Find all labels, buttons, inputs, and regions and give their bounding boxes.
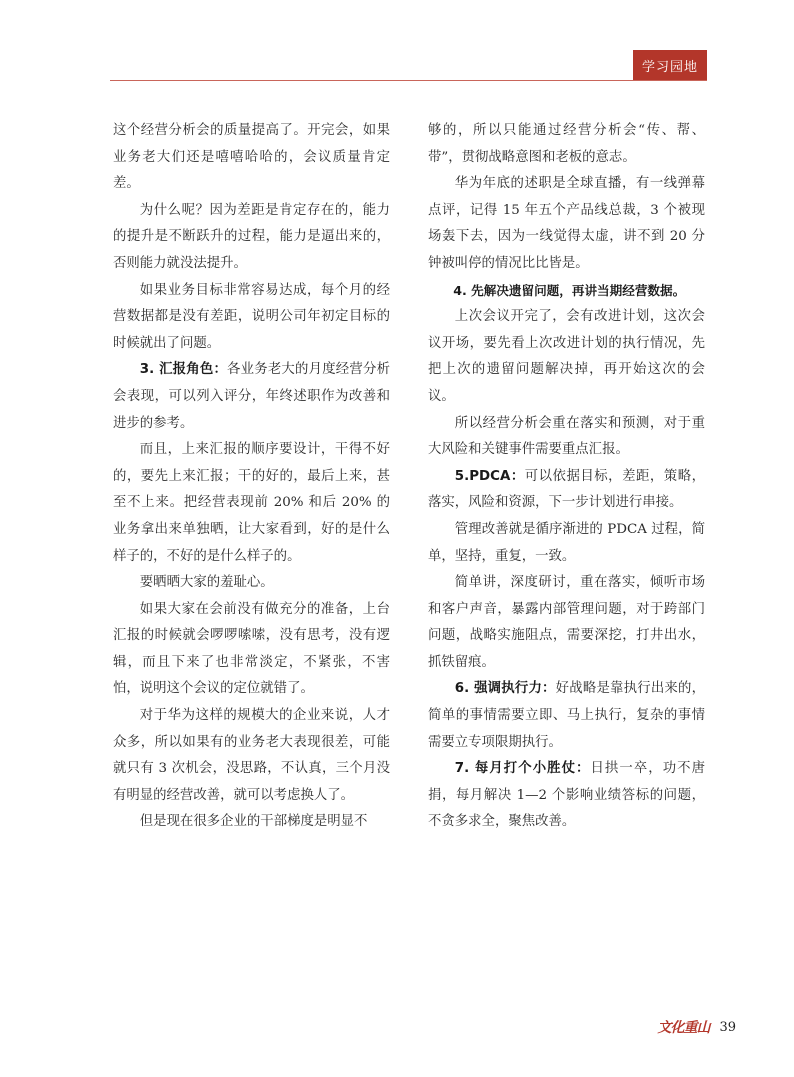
page-footer xyxy=(657,1017,736,1037)
paragraph-text: 各业务老大的月度经营分析会表现，可以列入评分，年终述职作为改善和进步的参考。 xyxy=(113,362,390,431)
paragraph: 华为年底的述职是全球直播，有一线弹幕点评，记得 15 年五个产品线总裁，3 个被现场轰下去，因为一线觉得太虚，讲不到 20 分钟被叫停的情况比比皆是。 xyxy=(428,176,705,271)
magazine-logo: 文化重山 xyxy=(657,1020,710,1036)
section-heading: 6. 强调执行力： xyxy=(454,681,556,697)
section-heading: 5.PDCA： xyxy=(454,468,525,484)
page-number: 39 xyxy=(719,1019,736,1035)
paragraph-text: 日拱一卒，功不唐捐，每月解决 1—2 个影响业绩答标的问题，不贪多求全，聚焦改善。 xyxy=(428,761,705,830)
paragraph: 所以经营分析会重在落实和预测，对于重大风险和关键事件需要重点汇报。 xyxy=(428,415,705,458)
paragraph: 如果业务目标非常容易达成，每个月的经营数据都是没有差距，说明公司年初定目标的时候就出了问题。 xyxy=(113,282,390,351)
paragraph: 这个经营分析会的质量提高了。开完会，如果业务老大们还是嘻嘻哈哈的，会议质量肯定差。 xyxy=(113,123,390,192)
paragraph xyxy=(428,464,705,517)
paragraph xyxy=(428,676,705,756)
header-rule xyxy=(110,80,707,81)
paragraph-text: 好战略是靠执行出来的，简单的事情需要立即、马上执行，复杂的事情需要立专项限期执行。 xyxy=(428,681,706,750)
paragraph: 上次会议开完了，会有改进计划，这次会议开场，要先看上次改进计划的执行情况，先把上次的遗留问题解决掉，再开始这次的会议。 xyxy=(428,309,705,404)
section-heading: 7. 每月打个小胜仗： xyxy=(454,761,591,777)
section-tab: 学习园地 xyxy=(633,50,707,80)
paragraph: 为什么呢？因为差距是肯定存在的，能力的提升是不断跃升的过程，能力是逼出来的，否则能力就没法提升。 xyxy=(113,202,390,271)
right-column xyxy=(428,118,705,836)
paragraph: 要晒晒大家的羞耻心。 xyxy=(139,575,274,591)
section-heading: 3. 汇报角色： xyxy=(139,362,228,378)
paragraph: 而且，上来汇报的顺序要设计，干得不好的，要先上来汇报；干的好的，最后上来，甚至不上来。把经营表现前 20% 和后 20% 的业务拿出来单独晒，让大家看到，好的是什么样子的，不好的是什么样子的。 xyxy=(113,442,390,564)
paragraph: 如果大家在会前没有做充分的准备，上台汇报的时候就会啰啰嗦嗦，没有思考，没有逻辑，而且下来了也非常淡定，不紧张，不害怕，说明这个会议的定位就错了。 xyxy=(113,601,390,697)
section-heading: 4. 先解决遗留问题，再讲当期经营数据。 xyxy=(453,282,686,298)
left-column xyxy=(113,118,390,836)
paragraph: 但是现在很多企业的干部梯度是明显不 xyxy=(139,814,368,830)
paragraph: 管理改善就是循序渐进的 PDCA 过程，简单，坚持，重复，一致。 xyxy=(428,521,705,564)
paragraph: 对于华为这样的规模大的企业来说，人才众多，所以如果有的业务老大表现很差，可能就只有 3 次机会，没思路，不认真，三个月没有明显的经营改善，就可以考虑换人了。 xyxy=(113,708,390,803)
paragraph xyxy=(113,357,390,437)
paragraph: 简单讲，深度研讨，重在落实，倾听市场和客户声音，暴露内部管理问题，对于跨部门问题，战略实施阻点，需要深挖，打井出水，抓铁留痕。 xyxy=(428,575,705,670)
paragraph: 够的，所以只能通过经营分析会“传、帮、带”，贯彻战略意图和老板的意志。 xyxy=(428,123,705,165)
paragraph xyxy=(428,756,705,836)
paragraph-text: 可以依据目标，差距，策略，落实，风险和资源，下一步计划进行串接。 xyxy=(428,468,706,511)
